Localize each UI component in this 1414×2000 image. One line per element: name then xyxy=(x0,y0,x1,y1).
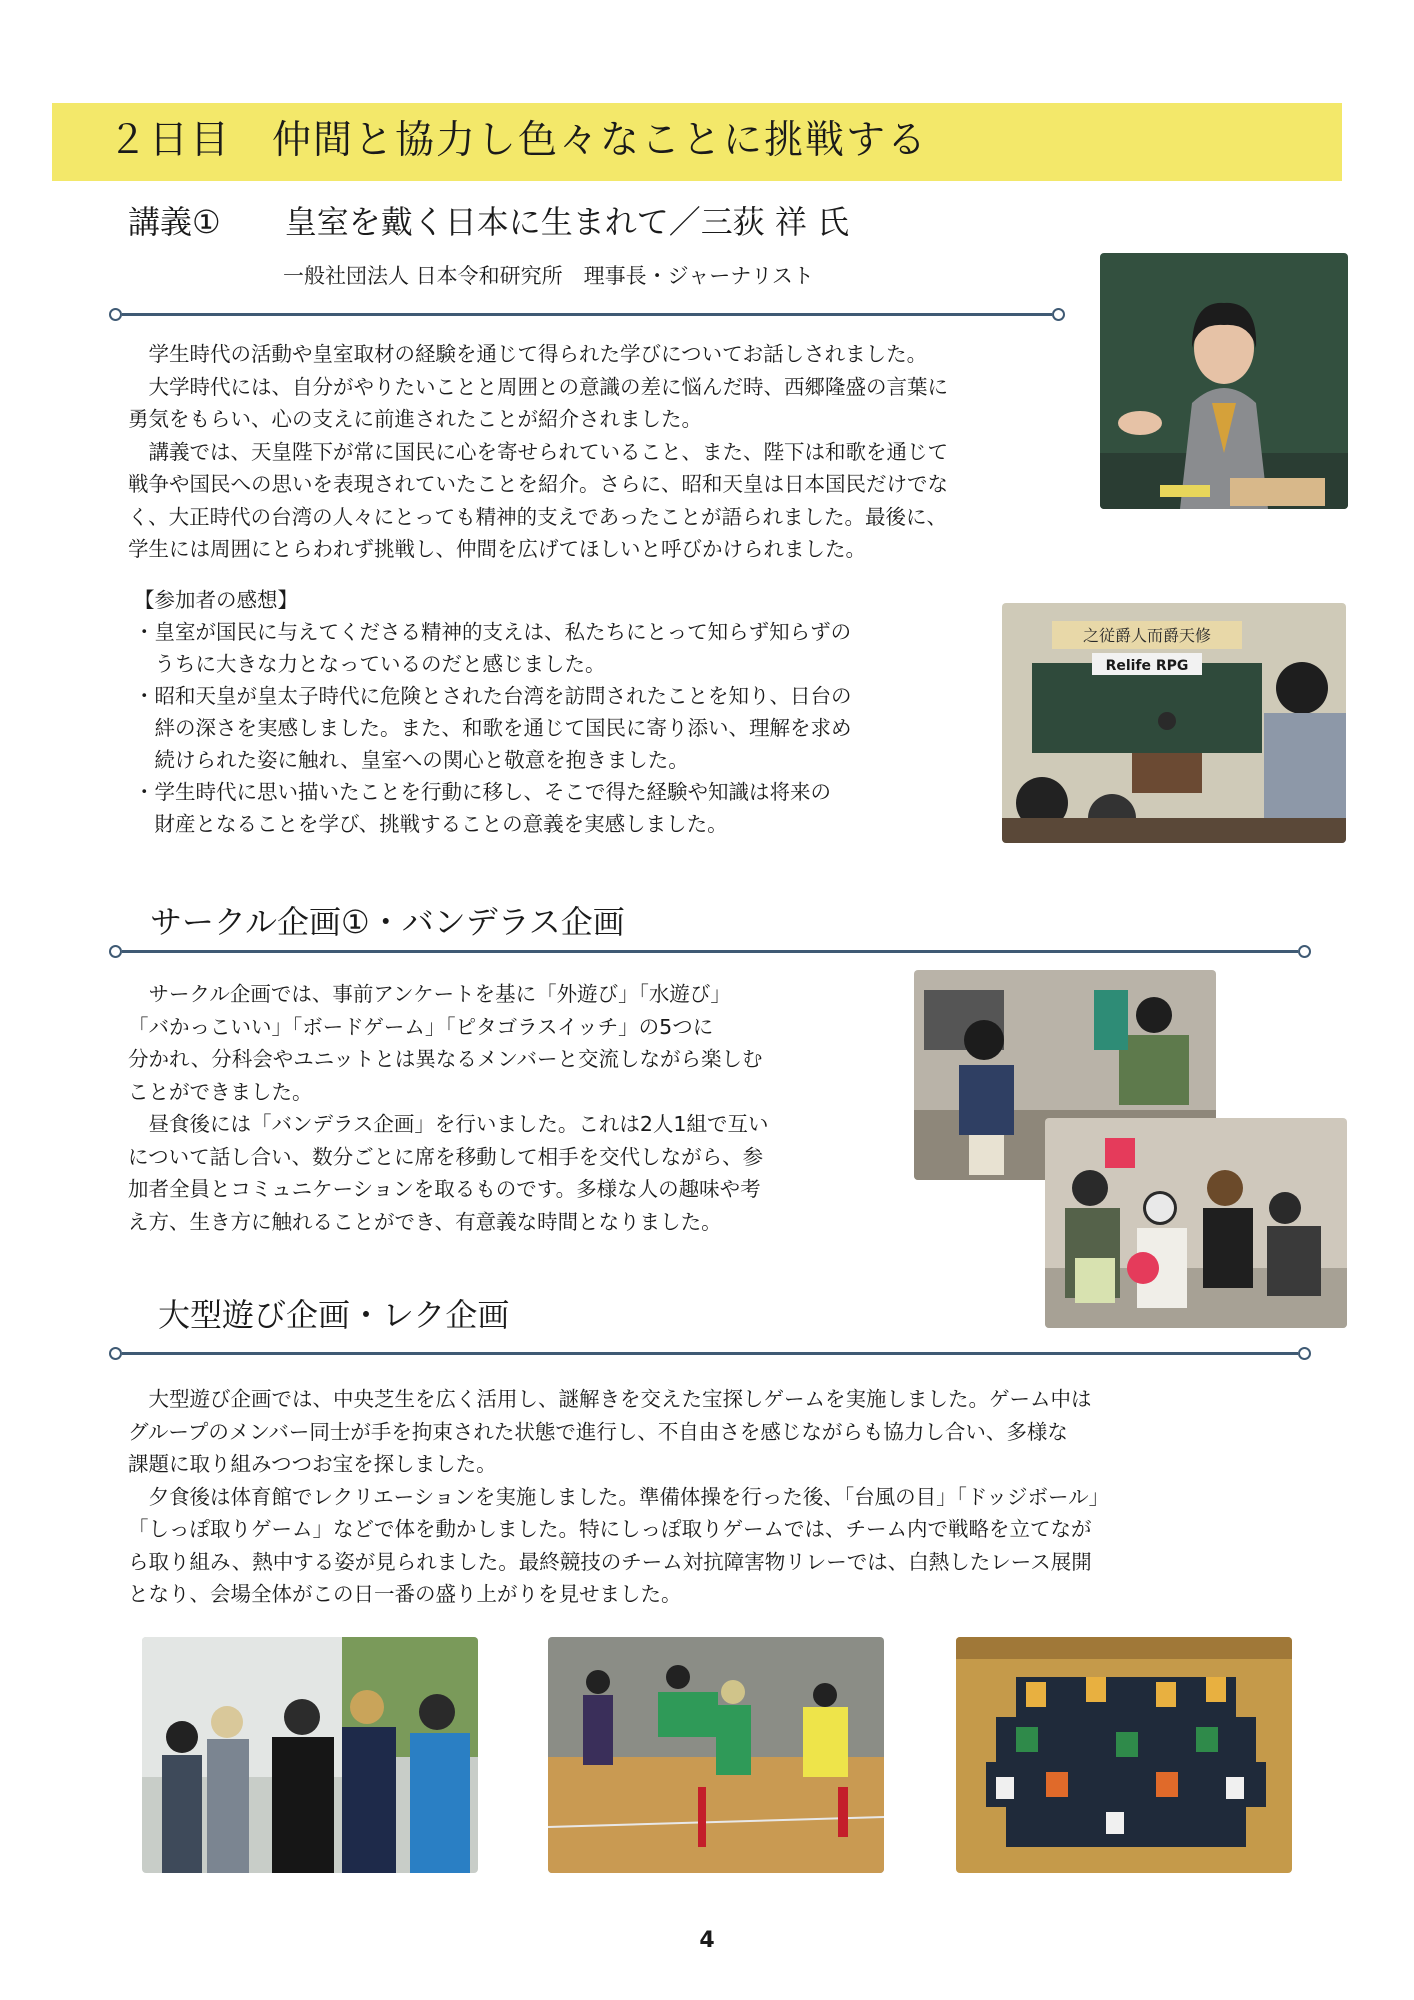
outdoor-group-photo xyxy=(142,1637,478,1873)
paragraph-line: 分かれ、分科会やユニットとは異なるメンバーと交流しながら楽しむ xyxy=(128,1047,763,1071)
paragraph-line: 戦争や国民への思いを表現されていたことを紹介。さらに、昭和天皇は日本国民だけでな xyxy=(128,472,948,496)
lecture-heading: 講義① 皇室を戴く日本に生まれて／三荻 祥 氏 xyxy=(128,203,850,241)
paragraph-line: グループのメンバー同士が手を拘束された状態で進行し、不自由さを感じながらも協力し合い、多様な xyxy=(128,1419,1068,1444)
day-title: ２日目 仲間と協力し色々なことに挑戦する xyxy=(108,118,929,163)
section-divider xyxy=(122,1352,1298,1355)
paragraph-line: ら取り組み、熱中する姿が見られました。最終競技のチーム対抗障害物リレーでは、白熱したレース展開 xyxy=(128,1549,1092,1574)
impression-line: ・皇室が国民に与えてくださる精神的支えは、私たちにとって知らず知らずの xyxy=(134,620,852,644)
paragraph-line: 課題に取り組みつつお宝を探しました。 xyxy=(128,1452,497,1476)
paragraph-line: サークル企画では、事前アンケートを基に「外遊び」「水遊び」 xyxy=(128,982,731,1006)
section-divider xyxy=(122,950,1298,953)
circle-group-photo xyxy=(1045,1118,1347,1328)
paragraph-line: 講義では、天皇陛下が常に国民に心を寄せられていること、また、陛下は和歌を通じて xyxy=(128,439,948,464)
impression-line: ・昭和天皇が皇太子時代に危険とされた台湾を訪問されたことを知り、日台の xyxy=(134,684,852,708)
paragraph-line: 「しっぽ取りゲーム」などで体を動かしました。特にしっぽ取りゲームでは、チーム内で戦略を立てなが xyxy=(128,1517,1092,1541)
rec-heading: 大型遊び企画・レク企画 xyxy=(158,1296,510,1334)
paragraph-line: く、大正時代の台湾の人々にとっても精神的支えであったことが語られました。最後に、 xyxy=(128,504,947,529)
paragraph-line: ことができました。 xyxy=(128,1079,313,1104)
circle-body xyxy=(128,978,768,1238)
paragraph-line: 学生には周囲にとらわれず挑戦し、仲間を広げてほしいと呼びかけられました。 xyxy=(128,537,866,561)
paragraph-line: え方、生き方に触れることができ、有意義な時間となりました。 xyxy=(128,1209,722,1234)
gym-group-photo xyxy=(956,1637,1292,1873)
paragraph-line: 大学時代には、自分がやりたいことと周囲との意識の差に悩んだ時、西郷隆盛の言葉に xyxy=(128,374,948,399)
lecture-affiliation: 一般社団法人 日本令和研究所 理事長・ジャーナリスト xyxy=(283,264,814,288)
rec-body xyxy=(128,1383,1109,1611)
lecture-hall-photo xyxy=(1002,603,1346,843)
impressions-heading: 【参加者の感想】 xyxy=(134,588,298,612)
impression-line: 続けられた姿に触れ、皇室への関心と敬意を抱きました。 xyxy=(134,748,689,772)
page-number: 4 xyxy=(699,1928,715,1953)
circle-heading: サークル企画①・バンデラス企画 xyxy=(150,903,625,941)
paragraph-line: 昼食後には「バンデラス企画」を行いました。これは2人1組で互い xyxy=(128,1112,769,1136)
lecture-body xyxy=(128,338,948,566)
section-divider xyxy=(122,313,1052,316)
impression-line: ・学生時代に思い描いたことを行動に移し、そこで得た経験や知識は将来の xyxy=(134,780,831,804)
paragraph-line: 夕食後は体育館でレクリエーションを実施しました。準備体操を行った後、「台風の目」「ドッジボール」 xyxy=(128,1484,1110,1509)
paragraph-line: 学生時代の活動や皇室取材の経験を通じて得られた学びについてお話しされました。 xyxy=(128,342,928,366)
paragraph-line: となり、会場全体がこの日一番の盛り上がりを見せました。 xyxy=(128,1582,682,1606)
impression-line: うちに大きな力となっているのだと感じました。 xyxy=(134,652,606,676)
paragraph-line: 大型遊び企画では、中央芝生を広く活用し、謎解きを交えた宝探しゲームを実施しました。ゲーム中は xyxy=(128,1387,1092,1411)
hall-banner-text: 之従爵人而爵天修 xyxy=(1082,626,1212,645)
paragraph-line: 「バかっこいい」「ボードゲーム」「ピタゴラスイッチ」の5つに xyxy=(128,1014,714,1039)
paragraph-line: 加者全員とコミュニケーションを取るものです。多様な人の趣味や考 xyxy=(128,1177,761,1201)
gym-game-photo xyxy=(548,1637,884,1873)
speaker-photo xyxy=(1100,253,1348,509)
impression-line: 絆の深さを実感しました。また、和歌を通じて国民に寄り添い、理解を求め xyxy=(134,716,852,740)
hall-sign-text: Relife RPG xyxy=(1105,658,1189,674)
paragraph-line: 勇気をもらい、心の支えに前進されたことが紹介されました。 xyxy=(128,407,702,431)
impressions-block xyxy=(134,584,852,840)
impression-line: 財産となることを学び、挑戦することの意義を実感しました。 xyxy=(134,812,728,836)
paragraph-line: について話し合い、数分ごとに席を移動して相手を交代しながら、参 xyxy=(128,1144,764,1169)
